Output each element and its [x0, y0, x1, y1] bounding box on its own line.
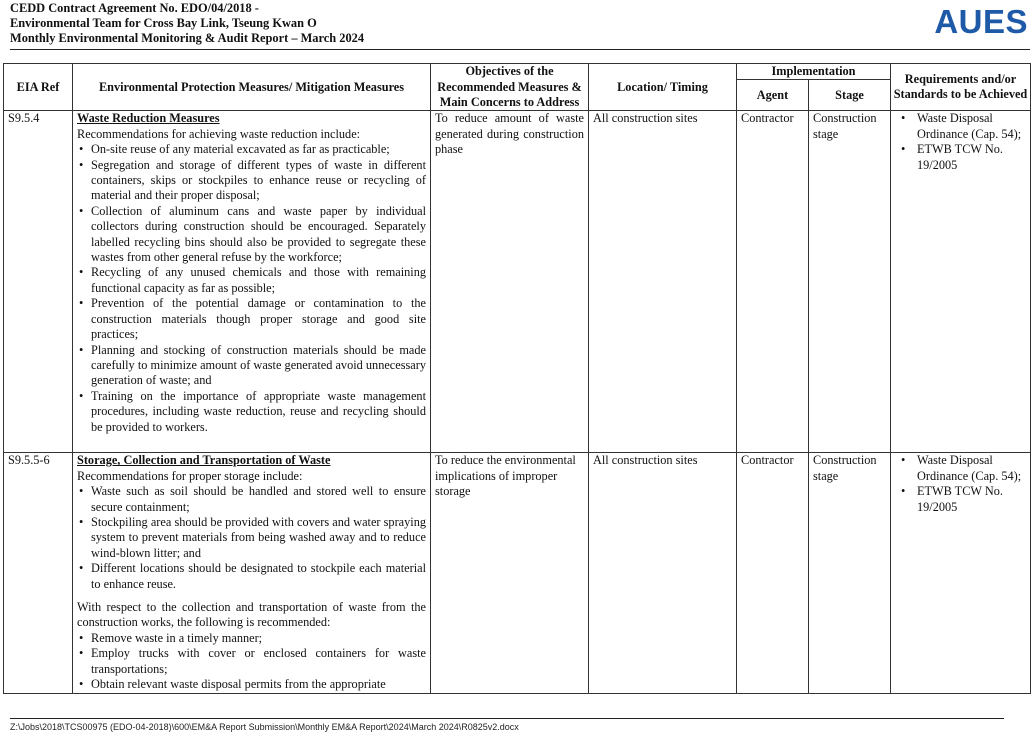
eia-ref-cell: S9.5.4 [4, 111, 73, 453]
list-item: • Prevention of the potential damage or contamination to the construction materials though proper storage and good site practices; [77, 296, 426, 342]
requirements-cell [891, 453, 1031, 693]
measures-list [77, 142, 426, 435]
list-item: • ETWB TCW No. 19/2005 [895, 142, 1026, 173]
footer-file-path: Z:\Jobs\2018\TCS00975 (EDO-04-2018)\600\EM&A Report Submission\Monthly EM&A Report\2024\March 2024\R0825v2.docx [10, 722, 519, 732]
header-implementation: Implementation [737, 64, 891, 80]
list-item: • Remove waste in a timely manner; [77, 631, 426, 646]
header-measures: Environmental Protection Measures/ Mitigation Measures [73, 64, 431, 111]
page-header [10, 1, 1030, 47]
location-cell: All construction sites [589, 111, 737, 453]
list-item: • Collection of aluminum cans and waste paper by individual collectors during construction should be encouraged. Separately labelled recycling bins should also be provided to segregate these wastes from other general refuse by the workforce; [77, 204, 426, 266]
table-row [4, 453, 1031, 693]
header-agent: Agent [737, 80, 809, 111]
measures-cell [73, 111, 431, 453]
header-requirements: Requirements and/or Standards to be Achieved [891, 64, 1031, 111]
section-title: Waste Reduction Measures [77, 111, 220, 126]
objective-cell: To reduce the environmental implications of improper storage [431, 453, 589, 693]
list-item: • Training on the importance of appropriate waste management procedures, including waste reduction, reuse and recycling should be provided to workers. [77, 389, 426, 435]
footer-divider [10, 718, 1004, 719]
list-item: • Recycling of any unused chemicals and those with remaining functional capacity as far as possible; [77, 265, 426, 296]
list-item: • Different locations should be designated to stockpile each material to enhance reuse. [77, 561, 426, 592]
list-item: • Waste Disposal Ordinance (Cap. 54); [895, 453, 1026, 484]
section-title: Storage, Collection and Transportation of Waste [77, 453, 331, 468]
report-line: Monthly Environmental Monitoring & Audit Report – March 2024 [10, 31, 365, 45]
agent-cell: Contractor [737, 453, 809, 693]
header-objectives: Objectives of the Recommended Measures & Main Concerns to Address [431, 64, 589, 111]
header-stage: Stage [809, 80, 891, 111]
collection-list [77, 631, 426, 693]
stage-cell: Construction stage [809, 111, 891, 453]
contract-line: CEDD Contract Agreement No. EDO/04/2018 - [10, 1, 259, 15]
list-item: • ETWB TCW No. 19/2005 [895, 484, 1026, 515]
section-intro: Recommendations for achieving waste reduction include: [77, 126, 361, 141]
location-cell: All construction sites [589, 453, 737, 693]
company-logo: AUES [934, 3, 1028, 40]
eia-ref-cell: S9.5.5-6 [4, 453, 73, 693]
table-row [4, 111, 1031, 453]
objective-cell: To reduce amount of waste generated during construction phase [431, 111, 589, 453]
document-title-block [10, 1, 364, 46]
header-eia-ref: EIA Ref [4, 64, 73, 111]
requirements-list [895, 111, 1026, 173]
mitigation-measures-table [3, 63, 1031, 694]
list-item: • Segregation and storage of different types of waste in different containers, skips or stockpiles to enhance reuse or recycling of material and their proper disposal; [77, 158, 426, 204]
collection-paragraph: With respect to the collection and transportation of waste from the construction works, the following is recommended: [77, 600, 426, 630]
list-item: • On-site reuse of any material excavated as far as practicable; [77, 142, 426, 157]
list-item: • Obtain relevant waste disposal permits from the appropriate [77, 677, 426, 692]
list-item: • Planning and stocking of construction materials should be made carefully to minimize amount of waste generated avoid unnecessary generation of waste; and [77, 343, 426, 389]
requirements-cell [891, 111, 1031, 453]
agent-cell: Contractor [737, 111, 809, 453]
stage-cell: Construction stage [809, 453, 891, 693]
list-item: • Waste Disposal Ordinance (Cap. 54); [895, 111, 1026, 142]
section-intro: Recommendations for proper storage include: [77, 468, 303, 483]
list-item: • Waste such as soil should be handled and stored well to ensure secure containment; [77, 484, 426, 515]
list-item: • Employ trucks with cover or enclosed containers for waste transportations; [77, 646, 426, 677]
requirements-list [895, 453, 1026, 515]
measures-cell [73, 453, 431, 693]
list-item: • Stockpiling area should be provided with covers and water spraying system to prevent materials from being washed away and to reduce wind-blown litter; and [77, 515, 426, 561]
measures-list [77, 484, 426, 592]
header-divider [10, 49, 1030, 50]
team-line: Environmental Team for Cross Bay Link, Tseung Kwan O [10, 16, 317, 30]
header-location: Location/ Timing [589, 64, 737, 111]
